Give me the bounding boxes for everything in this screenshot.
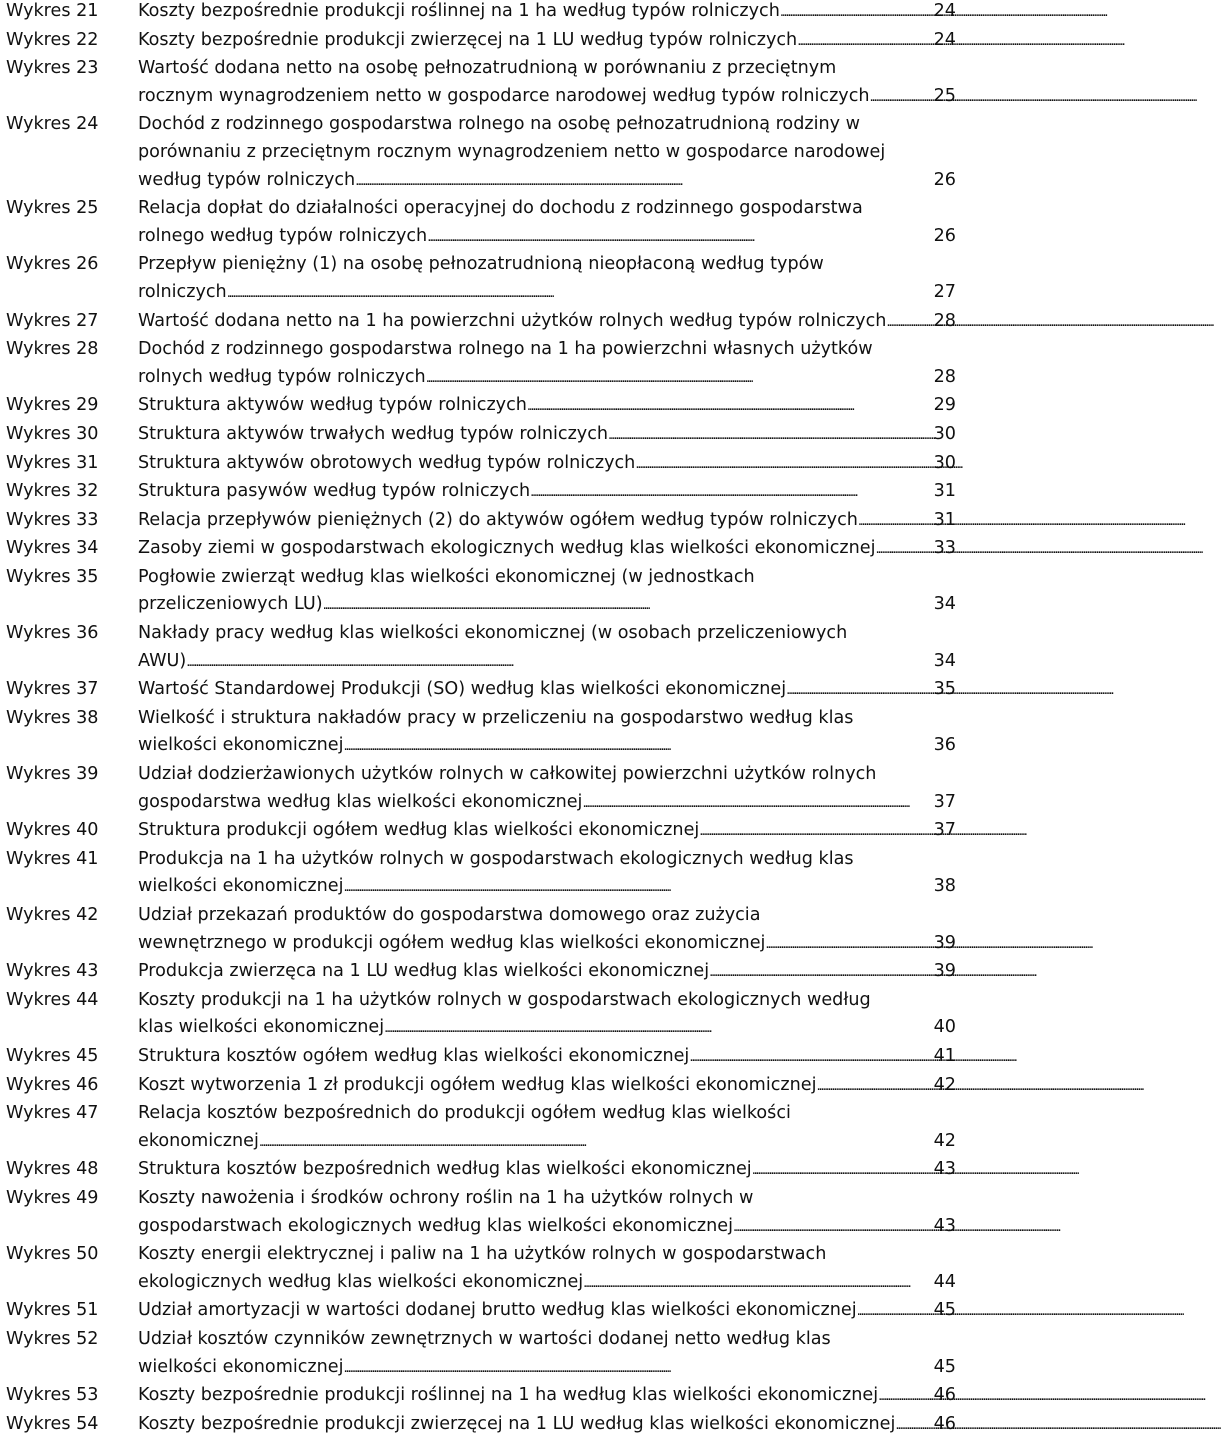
figure-title-last-line <box>138 1014 956 1043</box>
figure-title-last-line <box>138 535 956 564</box>
figure-label: Wykres 24 <box>6 114 99 135</box>
page-number: 36 <box>933 735 956 756</box>
figure-title-line: Relacja przepływów pieniężnych (2) do aktywów ogółem według typów rolniczych <box>138 509 858 530</box>
dot-leader <box>344 1354 933 1383</box>
figure-title <box>138 507 956 536</box>
figure-label: Wykres 23 <box>6 58 99 79</box>
page-number: 39 <box>933 961 956 982</box>
toc-entry <box>6 1326 956 1382</box>
figure-title <box>138 676 956 705</box>
figure-title-line: porównaniu z przeciętnym rocznym wynagrodzeniem netto w gospodarce narodowej <box>138 141 886 162</box>
dot-leader <box>527 392 933 421</box>
figure-title-line: wielkości ekonomicznej <box>138 735 344 756</box>
figure-label: Wykres 51 <box>6 1300 99 1321</box>
figure-title-line: Udział dodzierżawionych użytków rolnych w całkowitej powierzchni użytków rolnych <box>138 764 877 785</box>
figure-title-line: Koszt wytworzenia 1 zł produkcji ogółem według klas wielkości ekonomicznej <box>138 1074 817 1095</box>
dot-leader <box>786 676 933 705</box>
figure-label: Wykres 26 <box>6 254 99 275</box>
figure-label: Wykres 46 <box>6 1074 99 1095</box>
figure-label: Wykres 41 <box>6 848 99 869</box>
figure-title-last-line <box>138 732 956 761</box>
page-number: 25 <box>933 85 956 106</box>
figure-title-last-line <box>138 478 956 507</box>
figure-title-line: Wartość dodana netto na 1 ha powierzchni użytków rolnych według typów rolniczych <box>138 310 887 331</box>
toc-entry <box>6 27 956 56</box>
figure-title <box>138 336 956 392</box>
figure-title-last-line <box>138 676 956 705</box>
figure-title-last-line <box>138 507 956 536</box>
figure-title-line: Produkcja na 1 ha użytków rolnych w gospodarstwach ekologicznych według klas <box>138 848 854 869</box>
toc-entry <box>6 564 956 620</box>
toc-entry <box>6 958 956 987</box>
figure-label: Wykres 43 <box>6 961 99 982</box>
figure-title-last-line <box>138 817 956 846</box>
figure-title <box>138 535 956 564</box>
dot-leader <box>583 1269 932 1298</box>
figure-label: Wykres 33 <box>6 509 99 530</box>
figure-title-last-line <box>138 27 956 56</box>
figure-title-line: klas wielkości ekonomicznej <box>138 1017 385 1038</box>
figure-title-last-line <box>138 308 956 337</box>
figure-title <box>138 1326 956 1382</box>
dot-leader <box>186 648 932 677</box>
figure-title <box>138 450 956 479</box>
figure-title-line: Udział kosztów czynników zewnętrznych w wartości dodanej netto według klas <box>138 1328 831 1349</box>
figure-title-last-line <box>138 1072 956 1101</box>
figure-title-line: Koszty nawożenia i środków ochrony roślin na 1 ha użytków rolnych w <box>138 1187 754 1208</box>
figure-title <box>138 27 956 56</box>
figure-title-line: Relacja dopłat do działalności operacyjnej do dochodu z rodzinnego gospodarstwa <box>138 198 863 219</box>
figure-title-line: Struktura kosztów ogółem według klas wielkości ekonomicznej <box>138 1045 690 1066</box>
dot-leader <box>344 873 933 902</box>
toc-entry <box>6 1411 956 1439</box>
figure-label: Wykres 22 <box>6 29 99 50</box>
page-number: 44 <box>933 1271 956 1292</box>
figure-title-last-line <box>138 1213 956 1242</box>
page-number: 26 <box>933 225 956 246</box>
toc-entry <box>6 1072 956 1101</box>
toc-entry <box>6 55 956 111</box>
figure-title-line: Pogłowie zwierząt według klas wielkości ekonomicznej (w jednostkach <box>138 566 755 587</box>
toc-entry <box>6 846 956 902</box>
figure-title-line: wielkości ekonomicznej <box>138 876 344 897</box>
dot-leader <box>259 1128 933 1157</box>
figure-title-last-line <box>138 450 956 479</box>
figure-title <box>138 1043 956 1072</box>
figure-label: Wykres 28 <box>6 339 99 360</box>
figure-title-line: Koszty bezpośrednie produkcji zwierzęcej na 1 LU według typów rolniczych <box>138 29 798 50</box>
figure-title-last-line <box>138 648 956 677</box>
figure-title-line: Koszty produkcji na 1 ha użytków rolnych w gospodarstwach ekologicznych według <box>138 989 871 1010</box>
figure-title-line: Struktura aktywów trwałych według typów rolniczych <box>138 423 609 444</box>
dot-leader <box>870 83 933 112</box>
toc-entry <box>6 902 956 958</box>
dot-leader <box>344 732 933 761</box>
figure-title <box>138 1185 956 1241</box>
figure-title-last-line <box>138 364 956 393</box>
dot-leader <box>689 1043 932 1072</box>
figure-title-line: wielkości ekonomicznej <box>138 1356 344 1377</box>
toc-entry <box>6 1241 956 1297</box>
figure-label: Wykres 49 <box>6 1187 99 1208</box>
figure-label: Wykres 52 <box>6 1328 99 1349</box>
figure-title-line: Koszty bezpośrednie produkcji roślinnej na 1 ha według typów rolniczych <box>138 1 780 21</box>
figure-title-line: Struktura kosztów bezpośrednich według klas wielkości ekonomicznej <box>138 1159 752 1180</box>
figure-label: Wykres 31 <box>6 452 99 473</box>
page-number: 31 <box>933 509 956 530</box>
dot-leader <box>530 478 932 507</box>
page-number: 24 <box>933 1 956 21</box>
toc-entry <box>6 111 956 195</box>
table-of-figures <box>6 0 956 1439</box>
figure-label: Wykres 40 <box>6 820 99 841</box>
figure-label: Wykres 48 <box>6 1159 99 1180</box>
page-number: 43 <box>933 1159 956 1180</box>
page-number: 37 <box>933 791 956 812</box>
figure-title <box>138 817 956 846</box>
toc-entry <box>6 1043 956 1072</box>
figure-label: Wykres 36 <box>6 623 99 644</box>
figure-title <box>138 761 956 817</box>
figure-title-last-line <box>138 392 956 421</box>
figure-title-line: przeliczeniowych LU) <box>138 594 323 615</box>
dot-leader <box>608 421 933 450</box>
figure-title-line: Wartość dodana netto na osobę pełnozatrudnioną w porównaniu z przeciętnym <box>138 58 837 79</box>
figure-label: Wykres 50 <box>6 1244 99 1265</box>
figure-label: Wykres 29 <box>6 395 99 416</box>
figure-label: Wykres 32 <box>6 481 99 502</box>
page-number: 40 <box>933 1017 956 1038</box>
figure-title-last-line <box>138 279 956 308</box>
page-number: 34 <box>933 650 956 671</box>
dot-leader <box>876 535 933 564</box>
figure-title <box>138 111 956 195</box>
figure-title-line: AWU) <box>138 650 187 671</box>
toc-entry <box>6 392 956 421</box>
page-number: 46 <box>933 1385 956 1406</box>
figure-label: Wykres 34 <box>6 538 99 559</box>
figure-title-last-line <box>138 1269 956 1298</box>
figure-title-last-line <box>138 223 956 252</box>
page-number: 34 <box>933 594 956 615</box>
dot-leader <box>635 450 932 479</box>
figure-title-line: Relacja kosztów bezpośrednich do produkcji ogółem według klas wielkości <box>138 1103 791 1124</box>
toc-entry <box>6 308 956 337</box>
figure-label: Wykres 53 <box>6 1385 99 1406</box>
figure-title <box>138 846 956 902</box>
dot-leader <box>878 1382 933 1411</box>
toc-entry <box>6 676 956 705</box>
toc-entry <box>6 817 956 846</box>
figure-title-last-line <box>138 1411 956 1439</box>
figure-title <box>138 195 956 251</box>
page-number: 39 <box>933 932 956 953</box>
figure-title-line: Struktura produkcji ogółem według klas wielkości ekonomicznej <box>138 820 700 841</box>
page-number: 46 <box>933 1413 956 1434</box>
figure-title <box>138 308 956 337</box>
toc-entry <box>6 1297 956 1326</box>
figure-label: Wykres 37 <box>6 679 99 700</box>
toc-entry <box>6 620 956 676</box>
figure-title <box>138 478 956 507</box>
dot-leader <box>886 308 932 337</box>
page-number: 38 <box>933 876 956 897</box>
page-number: 42 <box>933 1074 956 1095</box>
toc-entry <box>6 507 956 536</box>
figure-title-last-line <box>138 421 956 450</box>
figure-title-line: Koszty bezpośrednie produkcji zwierzęcej na 1 LU według klas wielkości ekonomicznej <box>138 1413 896 1434</box>
dot-leader <box>857 1297 933 1326</box>
toc-entry <box>6 450 956 479</box>
figure-title <box>138 1100 956 1156</box>
figure-title <box>138 1072 956 1101</box>
page-number: 28 <box>933 366 956 387</box>
toc-entry <box>6 195 956 251</box>
figure-title-line: Struktura aktywów według typów rolniczych <box>138 395 527 416</box>
figure-label: Wykres 39 <box>6 764 99 785</box>
page-number: 28 <box>933 310 956 331</box>
figure-title-line: według typów rolniczych <box>138 169 356 190</box>
dot-leader <box>355 167 932 196</box>
toc-entry <box>6 1185 956 1241</box>
figure-title-line: rolniczych <box>138 281 227 302</box>
figure-title-last-line <box>138 789 956 818</box>
figure-title <box>138 564 956 620</box>
figure-title-line: Wielkość i struktura nakładów pracy w przeliczeniu na gospodarstwo według klas <box>138 707 854 728</box>
dot-leader <box>816 1072 932 1101</box>
figure-title-line: Produkcja zwierzęca na 1 LU według klas wielkości ekonomicznej <box>138 961 710 982</box>
figure-title <box>138 1411 956 1439</box>
figure-title-line: rolnego według typów rolniczych <box>138 225 428 246</box>
dot-leader <box>797 27 932 56</box>
figure-title <box>138 1297 956 1326</box>
dot-leader <box>426 364 933 393</box>
figure-title <box>138 705 956 761</box>
figure-title-line: Struktura aktywów obrotowych według typów rolniczych <box>138 452 636 473</box>
figure-title-line: ekologicznych według klas wielkości ekonomicznej <box>138 1271 584 1292</box>
toc-entry <box>6 251 956 307</box>
figure-label: Wykres 30 <box>6 423 99 444</box>
page-number: 30 <box>933 452 956 473</box>
figure-title <box>138 620 956 676</box>
figure-title-line: Koszty bezpośrednie produkcji roślinnej na 1 ha według klas wielkości ekonomicznej <box>138 1385 879 1406</box>
toc-entry <box>6 421 956 450</box>
page-number: 45 <box>933 1300 956 1321</box>
toc-entry <box>6 535 956 564</box>
figure-label: Wykres 35 <box>6 566 99 587</box>
figure-label: Wykres 38 <box>6 707 99 728</box>
dot-leader <box>765 930 932 959</box>
toc-entry <box>6 761 956 817</box>
dot-leader <box>582 789 932 818</box>
figure-title-line: Udział amortyzacji w wartości dodanej brutto według klas wielkości ekonomicznej <box>138 1300 857 1321</box>
figure-label: Wykres 47 <box>6 1103 99 1124</box>
figure-title-line: Udział przekazań produktów do gospodarstwa domowego oraz zużycia <box>138 905 761 925</box>
toc-entry <box>6 1156 956 1185</box>
toc-entry <box>6 1382 956 1411</box>
figure-title-last-line <box>138 1297 956 1326</box>
figure-title <box>138 1156 956 1185</box>
figure-title <box>138 55 956 111</box>
figure-label: Wykres 21 <box>6 1 99 21</box>
figure-title-line: Wartość Standardowej Produkcji (SO) według klas wielkości ekonomicznej <box>138 679 787 700</box>
figure-title-last-line <box>138 958 956 987</box>
figure-title-line: Dochód z rodzinnego gospodarstwa rolnego na 1 ha powierzchni własnych użytków <box>138 339 873 360</box>
figure-title-line: rocznym wynagrodzeniem netto w gospodarce narodowej według typów rolniczych <box>138 85 870 106</box>
figure-title-line: Dochód z rodzinnego gospodarstwa rolnego na osobę pełnozatrudnioną rodziny w <box>138 114 861 135</box>
toc-entry <box>6 1100 956 1156</box>
figure-title-last-line <box>138 1128 956 1157</box>
dot-leader <box>323 591 933 620</box>
toc-entry <box>6 478 956 507</box>
page-number: 29 <box>933 395 956 416</box>
page-number: 33 <box>933 538 956 559</box>
dot-leader <box>227 279 933 308</box>
figure-title-line: Koszty energii elektrycznej i paliw na 1 ha użytków rolnych w gospodarstwach <box>138 1244 827 1265</box>
figure-label: Wykres 25 <box>6 198 99 219</box>
dot-leader <box>709 958 932 987</box>
figure-title <box>138 251 956 307</box>
figure-label: Wykres 27 <box>6 310 99 331</box>
figure-title-last-line <box>138 930 956 959</box>
figure-title <box>138 421 956 450</box>
figure-title <box>138 987 956 1043</box>
dot-leader <box>752 1156 933 1185</box>
toc-entry <box>6 987 956 1043</box>
figure-title-line: Struktura pasywów według typów rolniczych <box>138 481 531 502</box>
figure-title-line: rolnych według typów rolniczych <box>138 366 426 387</box>
figure-label: Wykres 45 <box>6 1045 99 1066</box>
figure-title-last-line <box>138 1382 956 1411</box>
figure-title <box>138 902 956 958</box>
figure-title-line: Przepływ pieniężny (1) na osobę pełnozatrudnioną nieopłaconą według typów <box>138 254 824 275</box>
figure-title-line: Nakłady pracy według klas wielkości ekonomicznej (w osobach przeliczeniowych <box>138 623 848 644</box>
page-number: 45 <box>933 1356 956 1377</box>
figure-title-line: gospodarstwa według klas wielkości ekonomicznej <box>138 791 583 812</box>
figure-title-line: ekonomicznej <box>138 1130 259 1151</box>
figure-title-last-line <box>138 873 956 902</box>
figure-title <box>138 958 956 987</box>
page-number: 24 <box>933 29 956 50</box>
figure-label: Wykres 42 <box>6 905 99 925</box>
toc-entry <box>6 0 956 27</box>
figure-title <box>138 392 956 421</box>
dot-leader <box>733 1213 933 1242</box>
dot-leader <box>858 507 933 536</box>
page-number: 42 <box>933 1130 956 1151</box>
toc-entry <box>6 336 956 392</box>
page-number: 35 <box>933 679 956 700</box>
figure-title-last-line <box>138 0 956 27</box>
dot-leader <box>780 0 933 27</box>
toc-entry <box>6 705 956 761</box>
figure-title-line: gospodarstwach ekologicznych według klas wielkości ekonomicznej <box>138 1215 734 1236</box>
dot-leader <box>384 1014 932 1043</box>
page-number: 26 <box>933 169 956 190</box>
figure-title-last-line <box>138 1354 956 1383</box>
figure-label: Wykres 54 <box>6 1413 99 1434</box>
figure-title-line: wewnętrznego w produkcji ogółem według klas wielkości ekonomicznej <box>138 932 766 953</box>
page-number: 27 <box>933 281 956 302</box>
figure-title-last-line <box>138 591 956 620</box>
dot-leader <box>427 223 932 252</box>
figure-title-last-line <box>138 1156 956 1185</box>
figure-title-line: Zasoby ziemi w gospodarstwach ekologicznych według klas wielkości ekonomicznej <box>138 538 876 559</box>
page-number: 43 <box>933 1215 956 1236</box>
dot-leader <box>895 1411 932 1439</box>
figure-label: Wykres 44 <box>6 989 99 1010</box>
figure-title-last-line <box>138 1043 956 1072</box>
page-number: 37 <box>933 820 956 841</box>
figure-title-last-line <box>138 83 956 112</box>
figure-title <box>138 1382 956 1411</box>
figure-title <box>138 0 956 27</box>
page-number: 30 <box>933 423 956 444</box>
dot-leader <box>699 817 932 846</box>
page-number: 41 <box>933 1045 956 1066</box>
page-number: 31 <box>933 481 956 502</box>
figure-title <box>138 1241 956 1297</box>
figure-title-last-line <box>138 167 956 196</box>
